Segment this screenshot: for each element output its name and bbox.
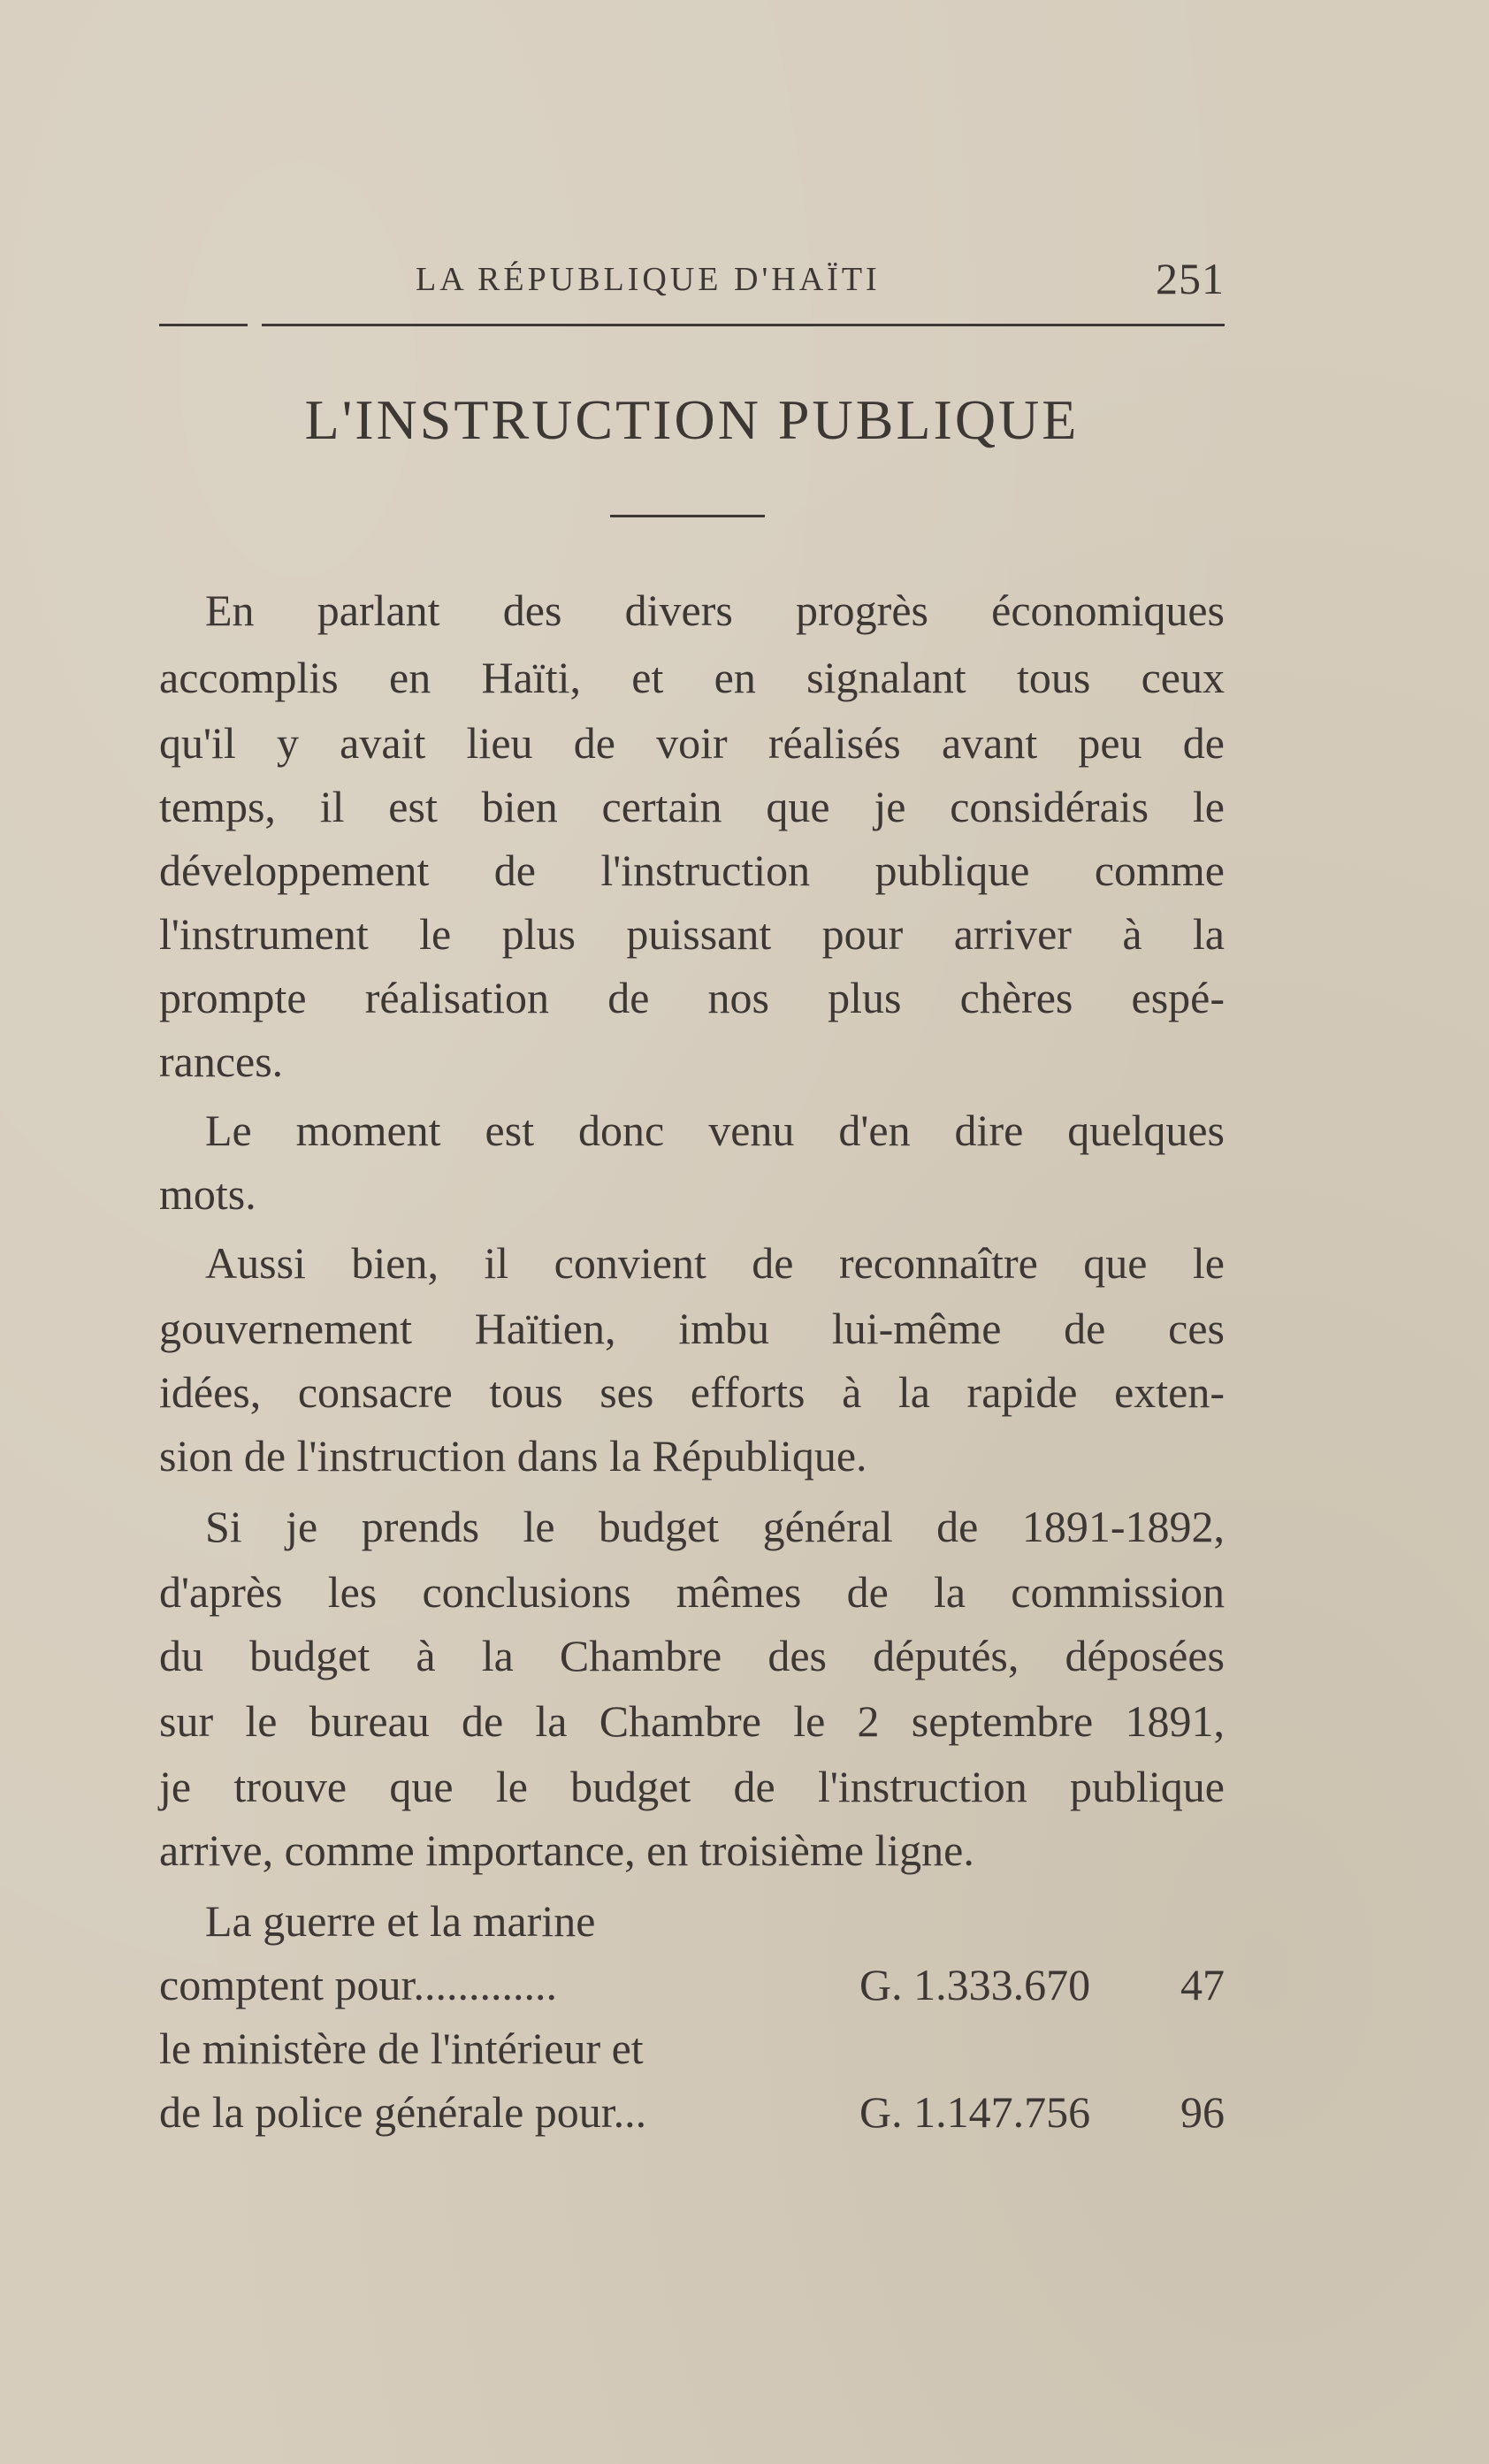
budget-row	[159, 2080, 1225, 2144]
budget-row	[159, 1953, 1225, 2016]
body-line: rances.	[159, 1037, 284, 1086]
body-line: accomplis en Haïti, et en signalant tous ceux	[159, 653, 1225, 702]
budget-label: La guerre et la marine	[205, 1896, 596, 1946]
running-head	[159, 254, 1225, 331]
body-line: je trouve que le budget de l'instruction publique	[159, 1762, 1225, 1811]
body-line: Aussi bien, il convient de reconnaître que le	[205, 1238, 1225, 1288]
budget-amount: G. 1.147.756	[859, 2087, 1091, 2137]
title-rule	[610, 515, 765, 517]
budget-row	[159, 2016, 1225, 2080]
body-line: développement de l'instruction publique comme	[159, 846, 1225, 895]
body-line: sion de l'instruction dans la République.	[159, 1431, 867, 1481]
page-number: 251	[1156, 254, 1225, 303]
header-rule-short	[159, 324, 248, 326]
budget-cents: 47	[1180, 1960, 1225, 2009]
budget-label: de la police générale pour...	[159, 2087, 647, 2137]
body-line: d'après les conclusions mêmes de la commission	[159, 1567, 1225, 1617]
body-line: gouvernement Haïtien, imbu lui-même de ces	[159, 1304, 1225, 1353]
body-line: Si je prends le budget général de 1891-1892,	[205, 1502, 1225, 1551]
body-line: idées, consacre tous ses efforts à la rapide exten-	[159, 1367, 1225, 1417]
body-line: sur le bureau de la Chambre le 2 septembre 1891,	[159, 1696, 1225, 1746]
body-line: l'instrument le plus puissant pour arriver à la	[159, 909, 1225, 959]
body-line: arrive, comme importance, en troisième ligne.	[159, 1825, 974, 1875]
body-line: du budget à la Chambre des députés, déposées	[159, 1631, 1225, 1680]
body-line: Le moment est donc venu d'en dire quelques	[205, 1106, 1225, 1155]
body-line: prompte réalisation de nos plus chères espé-	[159, 973, 1225, 1022]
budget-label: le ministère de l'intérieur et	[159, 2024, 644, 2073]
body-line: qu'il y avait lieu de voir réalisés avant peu de	[159, 718, 1225, 768]
body-line: temps, il est bien certain que je considérais le	[159, 782, 1225, 831]
body-line: mots.	[159, 1169, 256, 1219]
body-line: En parlant des divers progrès économiques	[205, 585, 1225, 635]
running-title: LA RÉPUBLIQUE D'HAÏTI	[416, 261, 881, 298]
budget-amount: G. 1.333.670	[859, 1960, 1091, 2009]
header-rule-long	[262, 324, 1225, 326]
section-title: L'INSTRUCTION PUBLIQUE	[304, 388, 1080, 451]
budget-label: comptent pour.............	[159, 1960, 557, 2009]
budget-row	[159, 1889, 1225, 1953]
budget-cents: 96	[1180, 2087, 1225, 2137]
